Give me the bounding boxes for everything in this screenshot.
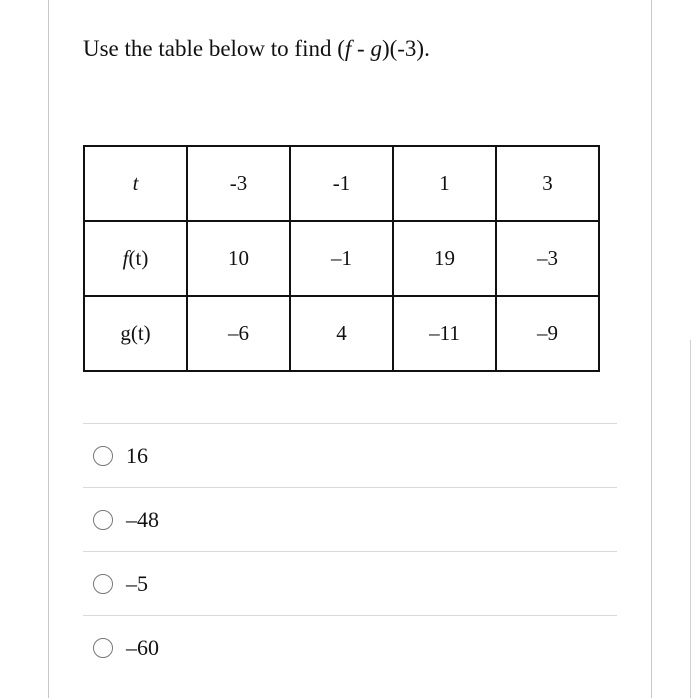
- table-cell: 4: [290, 296, 393, 371]
- values-table: [83, 145, 600, 372]
- radio-button-icon[interactable]: [93, 510, 113, 530]
- row-header-arg: (t): [128, 246, 149, 270]
- row-header-g: [84, 296, 187, 371]
- radio-button-icon[interactable]: [93, 574, 113, 594]
- table-cell: -1: [290, 146, 393, 221]
- table-cell: –11: [393, 296, 496, 371]
- answer-choices: [83, 423, 617, 679]
- row-header-f: [84, 221, 187, 296]
- question-prefix: Use the table below to find (: [83, 36, 345, 61]
- choice-label: –5: [126, 570, 148, 596]
- table-cell: 19: [393, 221, 496, 296]
- choice-option-3[interactable]: [83, 552, 617, 615]
- table-cell: –6: [187, 296, 290, 371]
- question-f: f: [344, 36, 352, 61]
- row-header-fn: t: [132, 171, 139, 195]
- table-cell: 1: [393, 146, 496, 221]
- row-header-arg: (t): [130, 321, 151, 345]
- row-header-fn: f: [122, 246, 129, 270]
- table-row-g: [84, 296, 599, 371]
- question-suffix: )(-3).: [381, 36, 430, 61]
- choice-option-1[interactable]: [83, 424, 617, 487]
- radio-button-icon[interactable]: [93, 638, 113, 658]
- table-cell: 3: [496, 146, 599, 221]
- choice-option-4[interactable]: [83, 616, 617, 679]
- scroll-edge: [690, 340, 691, 698]
- choice-option-2[interactable]: [83, 488, 617, 551]
- choice-label: –48: [126, 506, 159, 532]
- choice-label: 16: [126, 442, 148, 468]
- question-text: [83, 34, 430, 64]
- row-header-t: [84, 146, 187, 221]
- table-cell: -3: [187, 146, 290, 221]
- radio-button-icon[interactable]: [93, 446, 113, 466]
- question-g: g: [370, 36, 382, 61]
- row-header-fn: g: [120, 321, 131, 345]
- table-row-f: [84, 221, 599, 296]
- table-cell: –9: [496, 296, 599, 371]
- choice-label: –60: [126, 634, 159, 660]
- question-minus: -: [351, 36, 371, 61]
- table-row-t: [84, 146, 599, 221]
- table-cell: –3: [496, 221, 599, 296]
- table-cell: 10: [187, 221, 290, 296]
- table-cell: –1: [290, 221, 393, 296]
